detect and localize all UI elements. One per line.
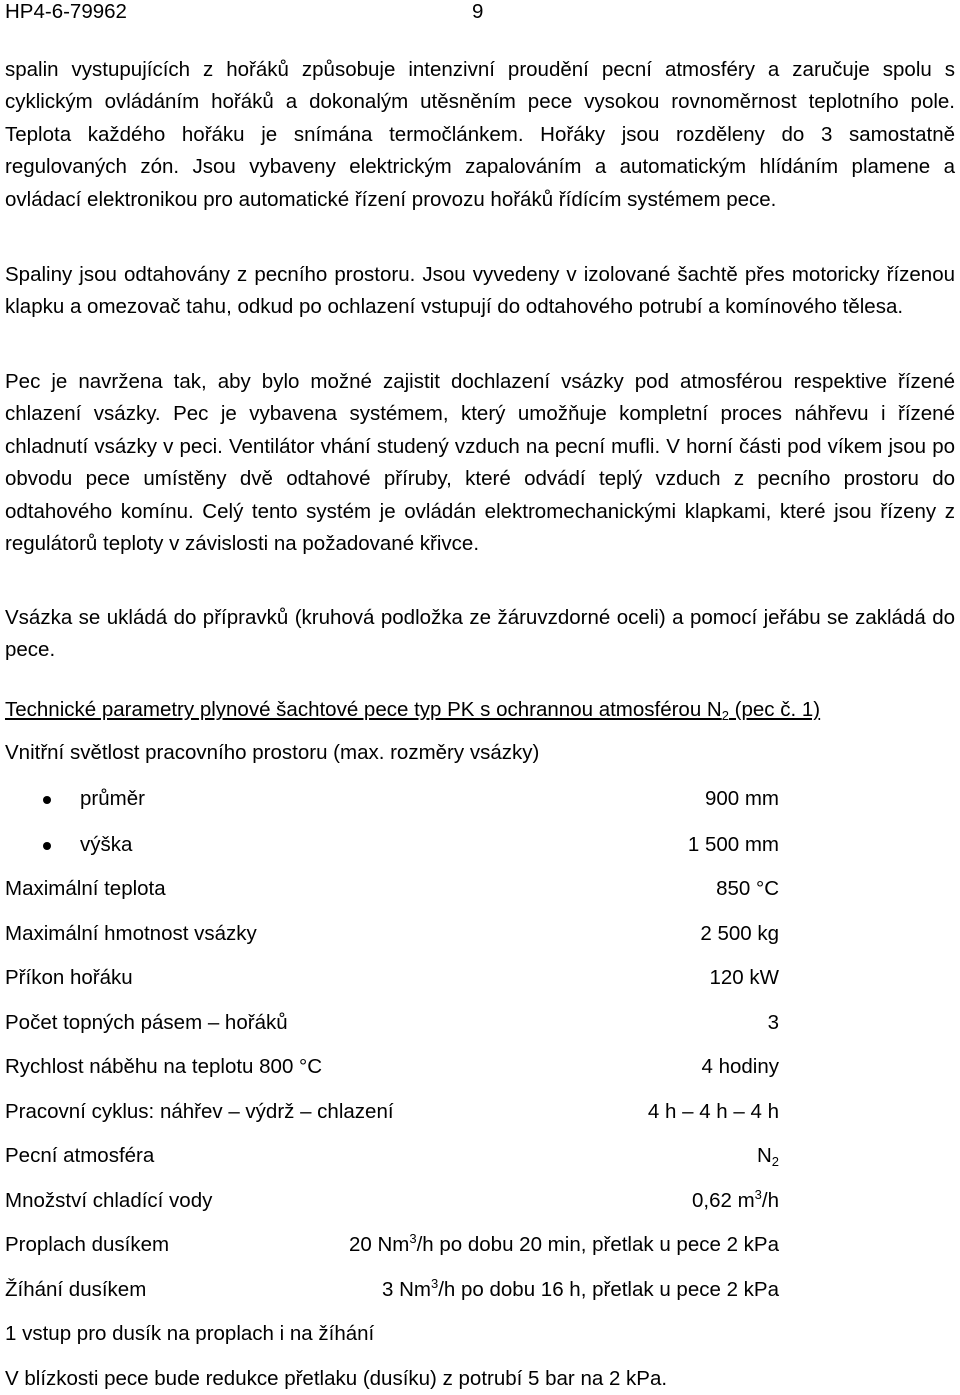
param-value: 1 500 mm: [687, 833, 779, 856]
param-label: výška: [80, 833, 133, 856]
param-value: 3: [767, 1011, 779, 1034]
param-label: průměr: [80, 787, 145, 810]
param-value: 120 kW: [709, 966, 779, 989]
page-number: 9: [472, 0, 484, 23]
param-row-max-temperature: [5, 873, 779, 905]
param-row-work-cycle: [5, 1096, 779, 1128]
param-value: $N_2$: [756, 1144, 779, 1169]
param-label: Počet topných pásem – hořáků: [5, 1011, 288, 1034]
param-row-height: [5, 829, 779, 861]
param-row-burner-power: [5, 962, 779, 994]
pressure-reduction-note: V blízkosti pece bude redukce přetlaku (dusíku) z potrubí 5 bar na 2 kPa.: [5, 1367, 668, 1390]
document-id: HP4-6-79962: [5, 0, 127, 23]
param-row-atmosphere: [5, 1140, 779, 1172]
inner-space-label: Vnitřní světlost pracovního prostoru (max. rozměry vsázky): [5, 741, 540, 764]
param-row-nitrogen-anneal: [5, 1274, 779, 1306]
param-value: 20 Nm$^3$/h po dobu 20 min, přetlak u pece 2 kPa: [348, 1231, 779, 1256]
param-label: Maximální teplota: [5, 877, 166, 900]
nitrogen-inlet-note: 1 vstup pro dusík na proplach i na žíhání: [5, 1322, 375, 1345]
param-row-heating-zones: [5, 1007, 779, 1039]
param-value: 900 mm: [704, 787, 779, 810]
param-value: 3 Nm$^3$/h po dobu 16 h, přetlak u pece 2 kPa: [382, 1276, 779, 1301]
param-label: Pracovní cyklus: náhřev – výdrž – chlazení: [5, 1100, 394, 1123]
paragraph-cooling: Pec je navržena tak, aby bylo možné zajistit dochlazení vsázky pod atmosférou respektive řízené chlazení vsázky. Pec je vybavena systémem, který umožňuje kompletní proces náhřevu i řízené chladnutí vsázky v peci. Ventilátor vhání studený vzduch na pecní mufli. V horní části pod víkem jsou po obvodu pece umístěny dvě odtahové příruby, které odvádí teplý vzduch z pecního prostoru do odtahového komínu. Celý tento systém je ovládán elektromechanickými klapkami, které jsou řízeny z regulátorů teploty v závislosti na požadované křivce.: [5, 370, 955, 556]
param-value: 4 hodiny: [701, 1055, 779, 1078]
param-row-nitrogen-purge: [5, 1229, 779, 1261]
param-label: Pecní atmosféra: [5, 1144, 155, 1167]
param-label: Proplach dusíkem: [5, 1233, 170, 1256]
paragraph-flue-gas: Spaliny jsou odtahovány z pecního prostoru. Jsou vyvedeny v izolované šachtě přes motoricky řízenou klapku a omezovač tahu, odkud po ochlazení vstupují do odtahového potrubí a komínového tělesa.: [5, 263, 955, 319]
bullet-icon: [43, 842, 51, 850]
param-value: 0,62 $m^3/h$: [691, 1187, 779, 1212]
param-row-max-weight: [5, 918, 779, 950]
param-value: 850 °C: [716, 877, 779, 900]
param-label: Žíhání dusíkem: [5, 1278, 147, 1301]
param-row-diameter: [5, 783, 779, 815]
paragraph-burners: spalin vystupujících z hořáků způsobuje intenzivní proudění pecní atmosféry a zaručuje spolu s cyklickým ovládáním hořáků a dokonalým utěsněním pece vysokou rovnoměrnost teplotního pole. Teplota každého hořáku je snímána termočlánkem. Hořáky jsou rozděleny do 3 samostatně regulovaných zón. Jsou vybaveny elektrickým zapalováním a automatickým hlídáním plamene a ovládací elektronikou pro automatické řízení provozu hořáků řídícím systémem pece.: [5, 58, 955, 211]
paragraph-charging: Vsázka se ukládá do přípravků (kruhová podložka ze žáruvzdorné oceli) a pomocí jeřábu se zakládá do pece.: [5, 606, 955, 662]
param-label: Rychlost náběhu na teplotu 800 °C: [5, 1055, 323, 1078]
page-header: [5, 0, 955, 26]
param-label: Příkon hořáku: [5, 966, 133, 989]
param-row-cooling-water: [5, 1185, 779, 1217]
param-value: 4 h – 4 h – 4 h: [647, 1100, 779, 1123]
param-label: Maximální hmotnost vsázky: [5, 922, 257, 945]
bullet-icon: [43, 796, 51, 804]
param-row-heating-rate: [5, 1051, 779, 1083]
param-label: Množství chladící vody: [5, 1189, 213, 1212]
tech-params-heading: Technické parametry plynové šachtové pece typ PK s ochrannou atmosférou $N_2$ (pec č. 1): [5, 698, 821, 723]
param-value: 2 500 kg: [700, 922, 779, 945]
